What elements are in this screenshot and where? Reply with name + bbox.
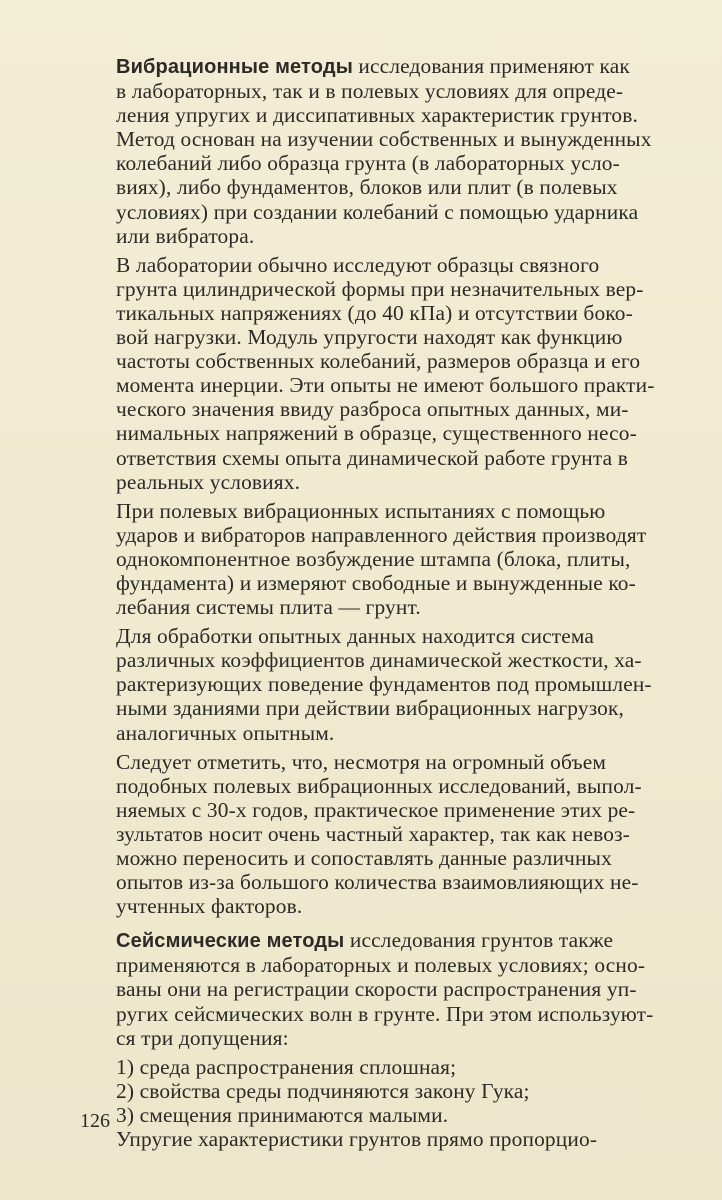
text-line: или вибратора. — [116, 223, 255, 248]
page-text — [80, 54, 694, 1156]
text-line: момента инерции. Эти опыты не имеют большого практи- — [116, 373, 655, 398]
text-line: ударов и вибраторов направленного действия производят — [116, 522, 647, 547]
text-line: В лаборатории обычно исследуют образцы связного — [116, 252, 600, 277]
text-line: Сейсмические методы исследования грунтов также — [116, 928, 614, 953]
text-line: условиях) при создании колебаний с помощью ударника — [116, 199, 639, 224]
text-line: подобных полевых вибрационных исследований, выпол- — [116, 773, 642, 798]
text-line: тикальных напряжениях (до 40 кПа) и отсутствии боко- — [116, 300, 633, 325]
text-line: в лабораторных, так и в полевых условиях для опреде- — [116, 79, 624, 104]
text-line: Для обработки опытных данных находится система — [116, 624, 595, 649]
list-item: 3) смещения принимаются малыми. — [116, 1102, 449, 1127]
paragraph-laboratory — [80, 253, 694, 494]
paragraph-field-tests — [80, 499, 694, 619]
text-line: ответствия схемы опыта динамической работе грунта в — [116, 445, 629, 470]
text-line: ления упругих и диссипативных характеристик грунтов. — [116, 103, 639, 128]
text-line: ругих сейсмических волн в грунте. При этом используют- — [116, 1001, 654, 1026]
paragraph-data-processing — [80, 624, 694, 744]
assumptions-list — [80, 1055, 694, 1127]
text-line: Вибрационные методы исследования применяют как — [116, 54, 630, 78]
text-line: виях), либо фундаментов, блоков или плит (в полевых — [116, 175, 618, 200]
text-line: колебаний либо образца грунта (в лабораторных усло- — [116, 151, 620, 176]
paragraph-elastic-characteristics — [80, 1127, 694, 1151]
bold-term: Сейсмические методы — [116, 930, 345, 953]
text-line: няемых с 30-х годов, практическое применение этих ре- — [116, 797, 636, 822]
list-item: 2) свойства среды подчиняются закону Гука; — [116, 1078, 530, 1103]
text-line: ными зданиями при действии вибрационных нагрузок, — [116, 696, 625, 721]
text-line: можно переносить и сопоставлять данные различных — [116, 846, 612, 870]
list-item: 1) среда распространения сплошная; — [116, 1054, 457, 1079]
paragraph-vibration-methods — [80, 54, 694, 248]
text-line: ческого значения ввиду разброса опытных данных, ми- — [116, 397, 629, 422]
text-line: рактеризующих поведение фундаментов под промышлен- — [116, 672, 652, 697]
text-line: ся три допущения: — [116, 1025, 289, 1050]
text-line: При полевых вибрационных испытаниях с помощью — [116, 498, 606, 523]
text-line: Упругие характеристики грунтов прямо пропорцио- — [116, 1127, 598, 1152]
text-line: частоты собственных колебаний, размеров образца и его — [116, 349, 641, 374]
bold-term: Вибрационные методы — [116, 56, 353, 78]
text-line: зультатов носит очень частный характер, так как невоз- — [116, 821, 630, 846]
page-number: 126 — [80, 1110, 110, 1132]
paragraph-seismic-methods — [80, 928, 694, 1049]
text-line: Следует отметить, что, несмотря на огромный объем — [116, 749, 607, 774]
text-line: вой нагрузки. Модуль упругости находят как функцию — [116, 325, 623, 350]
text-line: грунта цилиндрической формы при незначительных вер- — [116, 276, 644, 301]
text-line: аналогичных опытным. — [116, 720, 335, 745]
text-line: нимальных напряжений в образце, существенного несо- — [116, 421, 637, 446]
text-line: учтенных факторов. — [116, 894, 303, 919]
text-line: реальных условиях. — [116, 469, 301, 494]
paragraph-note — [80, 750, 694, 919]
text-line: ваны они на регистрации скорости распространения уп- — [116, 977, 637, 1002]
text-line: различных коэффициентов динамической жесткости, ха- — [116, 648, 642, 673]
text-line: Метод основан на изучении собственных и вынужденных — [116, 127, 652, 152]
text-line: однокомпонентное возбуждение штампа (блока, плиты, — [116, 546, 631, 571]
text-line: фундамента) и измеряют свободные и вынужденные ко- — [116, 570, 636, 595]
text-line: опытов из-за большого количества взаимовлияющих не- — [116, 870, 639, 895]
text-line: лебания системы плита — грунт. — [116, 595, 421, 620]
text-line: применяются в лабораторных и полевых условиях; осно- — [116, 953, 646, 978]
